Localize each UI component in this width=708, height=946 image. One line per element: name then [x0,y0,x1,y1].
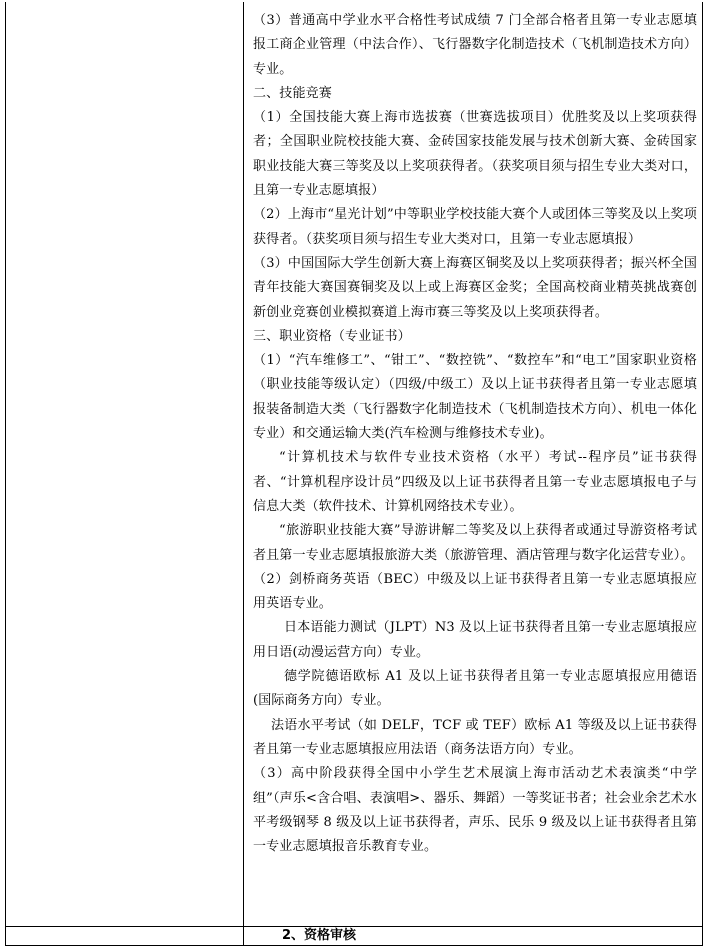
table-left-column [6,2,244,926]
section-title-qualification-review: 2、资格审核 [282,928,357,943]
paragraph-french-cert: 法语水平考试（如 DELF，TCF 或 TEF）欧标 A1 等级及以上证书获得者且第一专业志愿填报应用法语（商务法语方向）专业。 [253,717,697,757]
table-right-column [245,2,702,926]
document-table [5,2,703,946]
paragraph-vocational-1: （1）“汽车维修工”、“钳工”、“数控铣”、“数控车”和“电工”国家职业资格（职业技能等级认定）（四级/中级工）及以上证书获得者且第一专业志愿填报装备制造大类（飞行器数字化制造技术（飞机制造技术方向）、机电一体化专业）和交通运输大类(汽车检测与维修技术专业)。 [253,353,697,442]
paragraph-gaokao-qualification: （3）普通高中学业水平合格性考试成绩 7 门全部合格者且第一专业志愿填报工商企业管理（中法合作）、飞行器数字化制造技术（飞机制造技术方向）专业。 [253,13,697,77]
section-heading-vocational-qualification: 三、职业资格（专业证书） [253,328,411,344]
table-footer-row [6,926,702,944]
paragraph-arts-cert: （3）高中阶段获得全国中小学生艺术展演上海市活动艺术表演类“中学组”（声乐<含合唱、表演唱>、器乐、舞蹈）一等奖证书者；社会业余艺术水平考级钢琴 8 级及以上证书获得者，声乐、民乐 9 级及以上证书获得者且第一专业志愿填报音乐教育专业。 [253,766,697,855]
paragraph-skills-1: （1）全国技能大赛上海市选拔赛（世赛选拔项目）优胜奖及以上奖项获得者；全国职业院校技能大赛、金砖国家技能发展与技术创新大赛、金砖国家职业技能大赛三等奖及以上奖项获得者。（获奖项目须与招生专业大类对口，且第一专业志愿填报） [253,110,697,199]
paragraph-tourism-cert: “旅游职业技能大赛”导游讲解二等奖及以上获得者或通过导游资格考试者且第一专业志愿填报旅游大类（旅游管理、酒店管理与数字化运营专业）。 [253,523,697,563]
paragraph-bec-cert: （2）剑桥商务英语（BEC）中级及以上证书获得者且第一专业志愿填报应用英语专业。 [253,571,697,612]
paragraph-skills-2: （2）上海市“星光计划”中等职业学校技能大赛个人或团体三等奖及以上奖项获得者。（获奖项目须与招生专业大类对口，且第一专业志愿填报） [253,207,697,247]
section-heading-skills-competition: 二、技能竞赛 [253,85,332,101]
content-text [253,9,697,859]
footer-left-cell [6,927,244,945]
paragraph-german-cert: 德学院德语欧标 A1 及以上证书获得者且第一专业志愿填报应用德语(国际商务方向）专业。 [253,669,697,709]
paragraph-skills-3: （3）中国国际大学生创新大赛上海赛区铜奖及以上奖项获得者；振兴杯全国青年技能大赛国赛铜奖及以上或上海赛区金奖；全国高校商业精英挑战赛创新创业竞赛创业模拟赛道上海市赛三等奖及以上奖项获得者。 [253,255,697,320]
paragraph-computer-cert: “计算机技术与软件专业技术资格（水平）考试--程序员”证书获得者、“计算机程序设计员”四级及以上证书获得者且第一专业志愿填报电子与信息大类（软件技术、计算机网络技术专业）。 [253,450,697,514]
paragraph-jlpt-cert: 日本语能力测试（JLPT）N3 及以上证书获得者且第一专业志愿填报应用日语(动漫运营方向）专业。 [253,620,697,660]
